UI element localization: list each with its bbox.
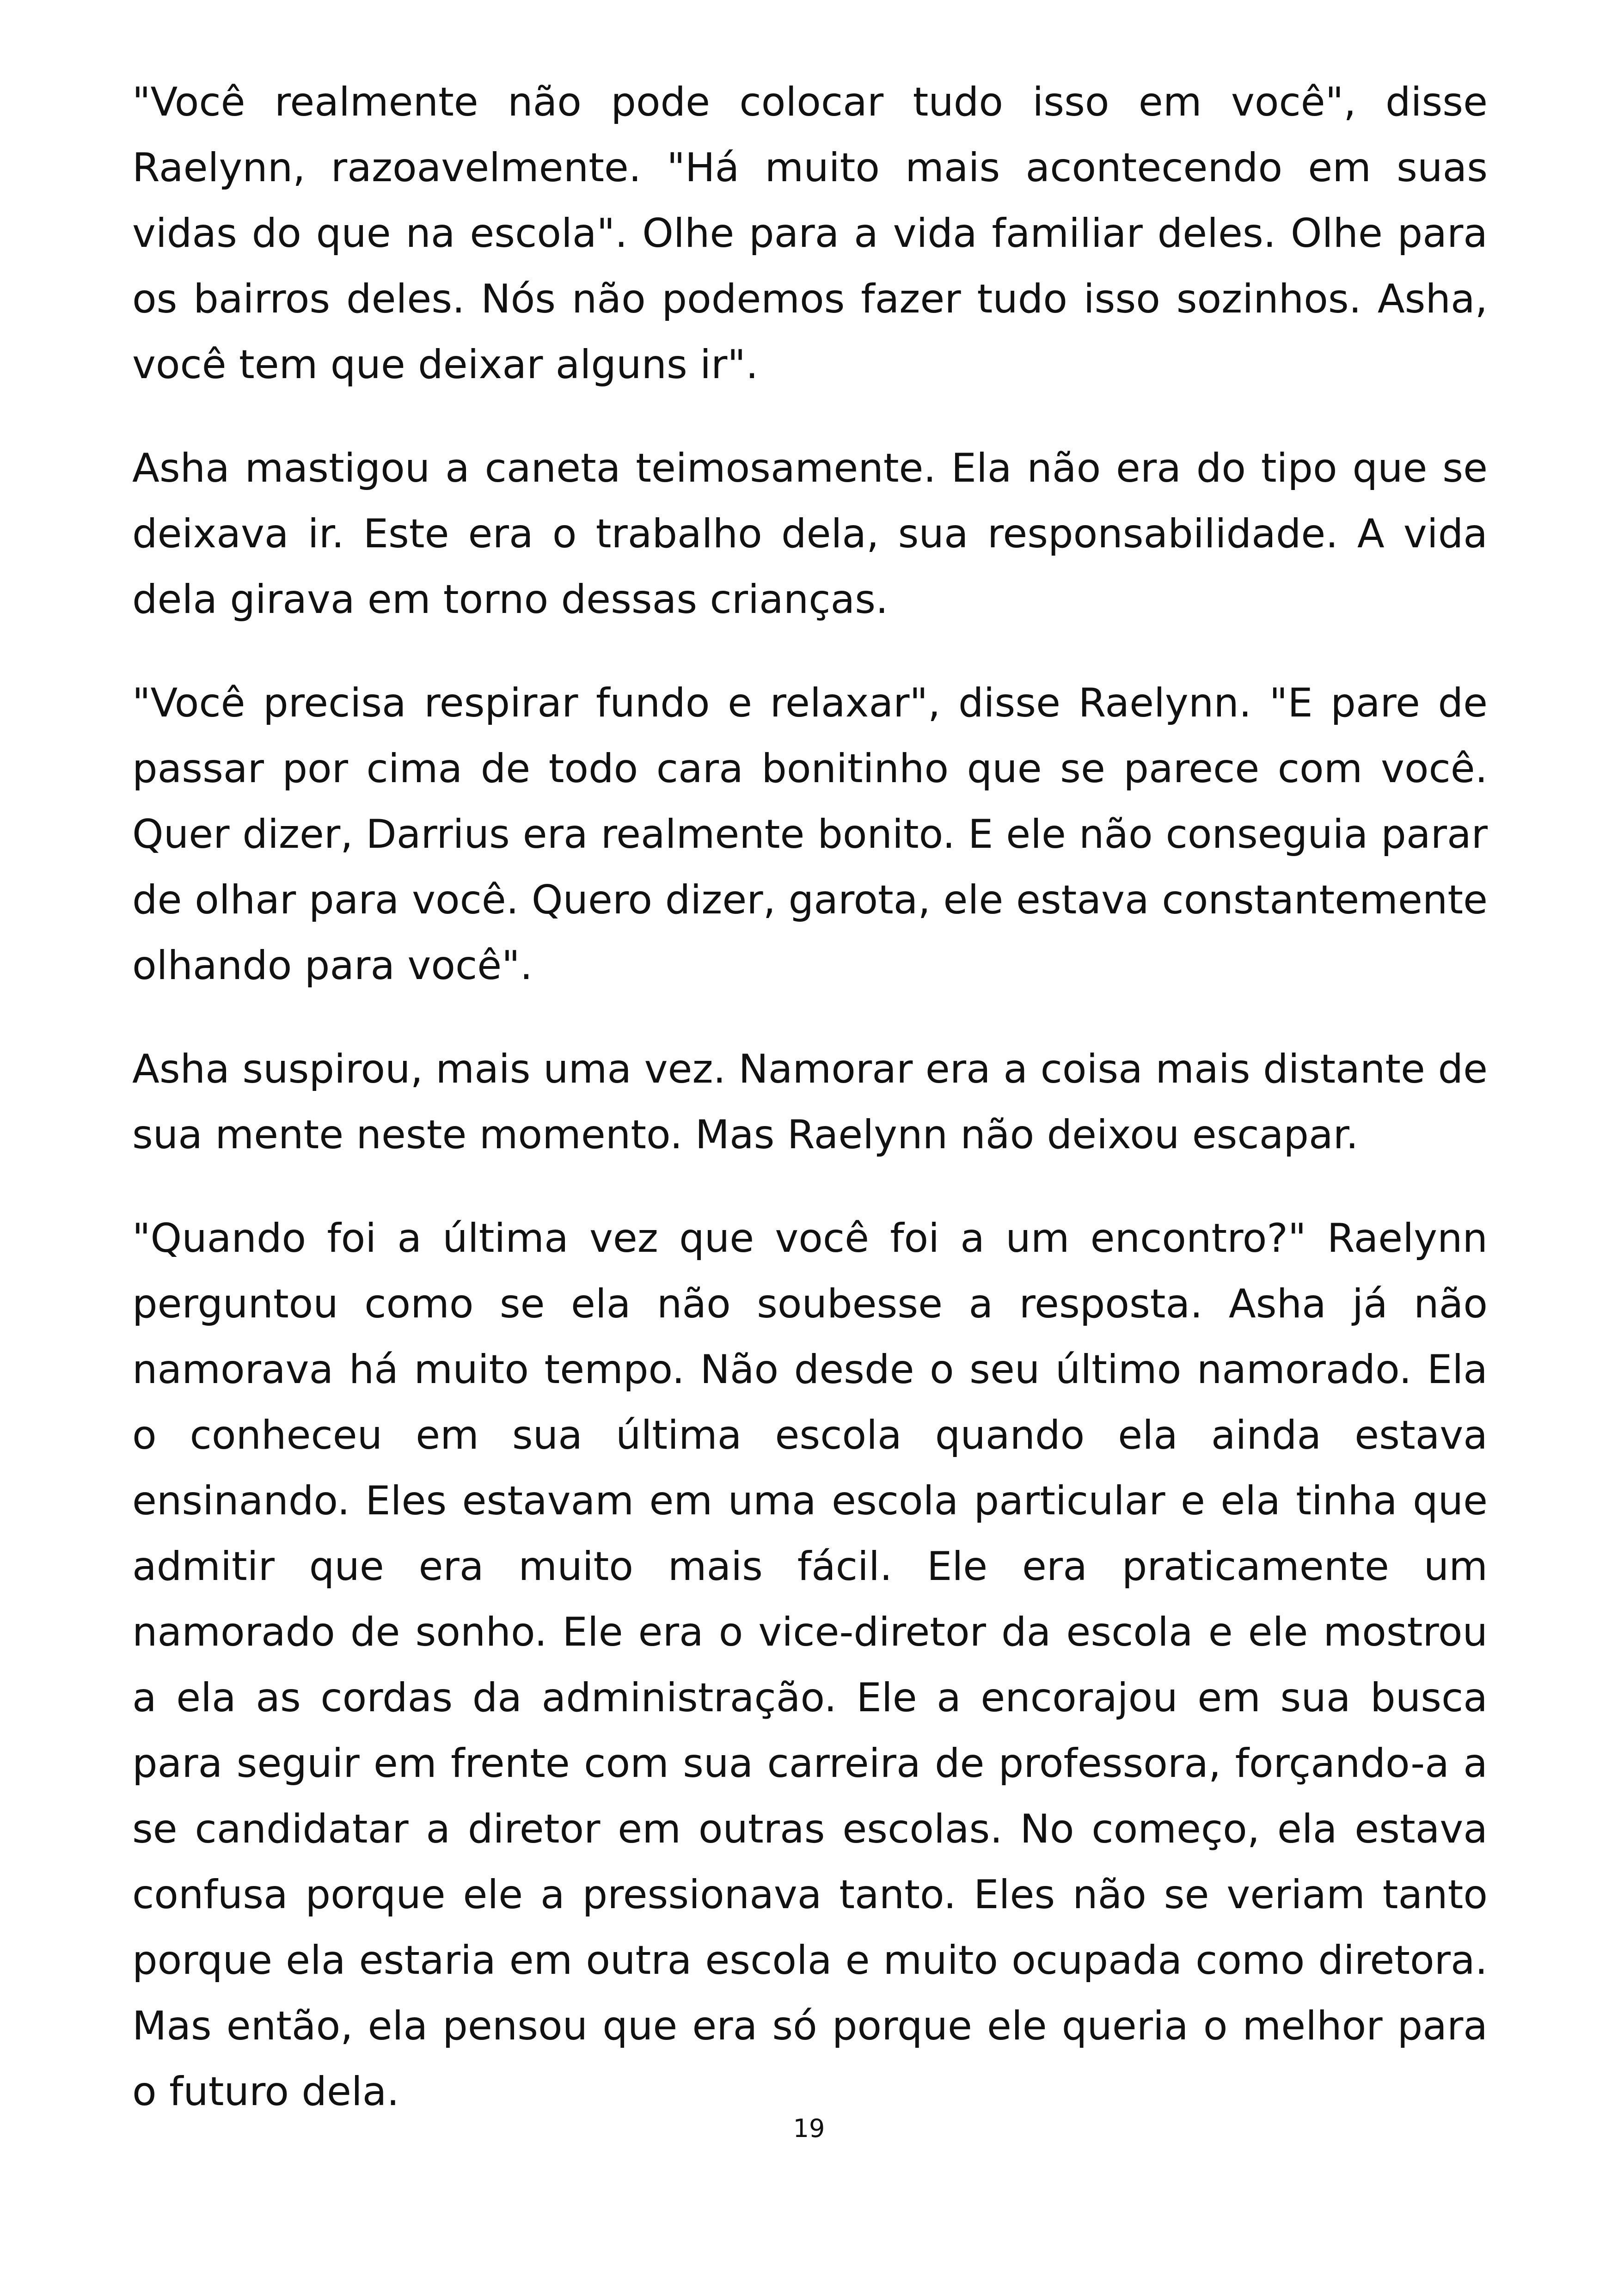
- paragraph: Asha suspirou, mais uma vez. Namorar era a coisa mais distante de sua mente neste momento. Mas Raelynn não deixou escapar.: [132, 1046, 1488, 1158]
- paragraph: Asha mastigou a caneta teimosamente. Ela não era do tipo que se deixava ir. Este era o trabalho dela, sua responsabilidade. A vida dela girava em torno dessas crianças.: [132, 445, 1488, 623]
- paragraph: "Quando foi a última vez que você foi a um encontro?" Raelynn perguntou como se ela não soubesse a resposta. Asha já não namorava há muito tempo. Não desde o seu último namorado. Ela o conheceu em sua última escola quando ela ainda estava ensinando. Eles estavam em uma escola particular e ela tinha que admitir que era muito mais fácil. Ele era praticamente um namorado de sonho. Ele era o vice-diretor da escola e ele mostrou a ela as cordas da administração. Ele a encorajou em sua busca para seguir em frente com sua carreira de professora, forçando-a a se candidatar a diretor em outras escolas. No começo, ela estava confusa porque ele a pressionava tanto. Eles não se veriam tanto porque ela estaria em outra escola e muito ocupada como diretora. Mas então, ela pensou que era só porque ele queria o melhor para o futuro dela.: [132, 1215, 1488, 2115]
- paragraph: "Você realmente não pode colocar tudo isso em você", disse Raelynn, razoavelmente. "Há muito mais acontecendo em suas vidas do que na escola". Olhe para a vida familiar deles. Olhe para os bairros deles. Nós não podemos fazer tudo isso sozinhos. Asha, você tem que deixar alguns ir".: [132, 79, 1488, 388]
- page-number: 19: [793, 2114, 825, 2143]
- body-text: [132, 69, 1488, 2162]
- paragraph: "Você precisa respirar fundo e relaxar", disse Raelynn. "E pare de passar por cima de todo cara bonitinho que se parece com você. Quer dizer, Darrius era realmente bonito. E ele não conseguia parar de olhar para você. Quero dizer, garota, ele estava constantemente olhando para você".: [132, 680, 1488, 989]
